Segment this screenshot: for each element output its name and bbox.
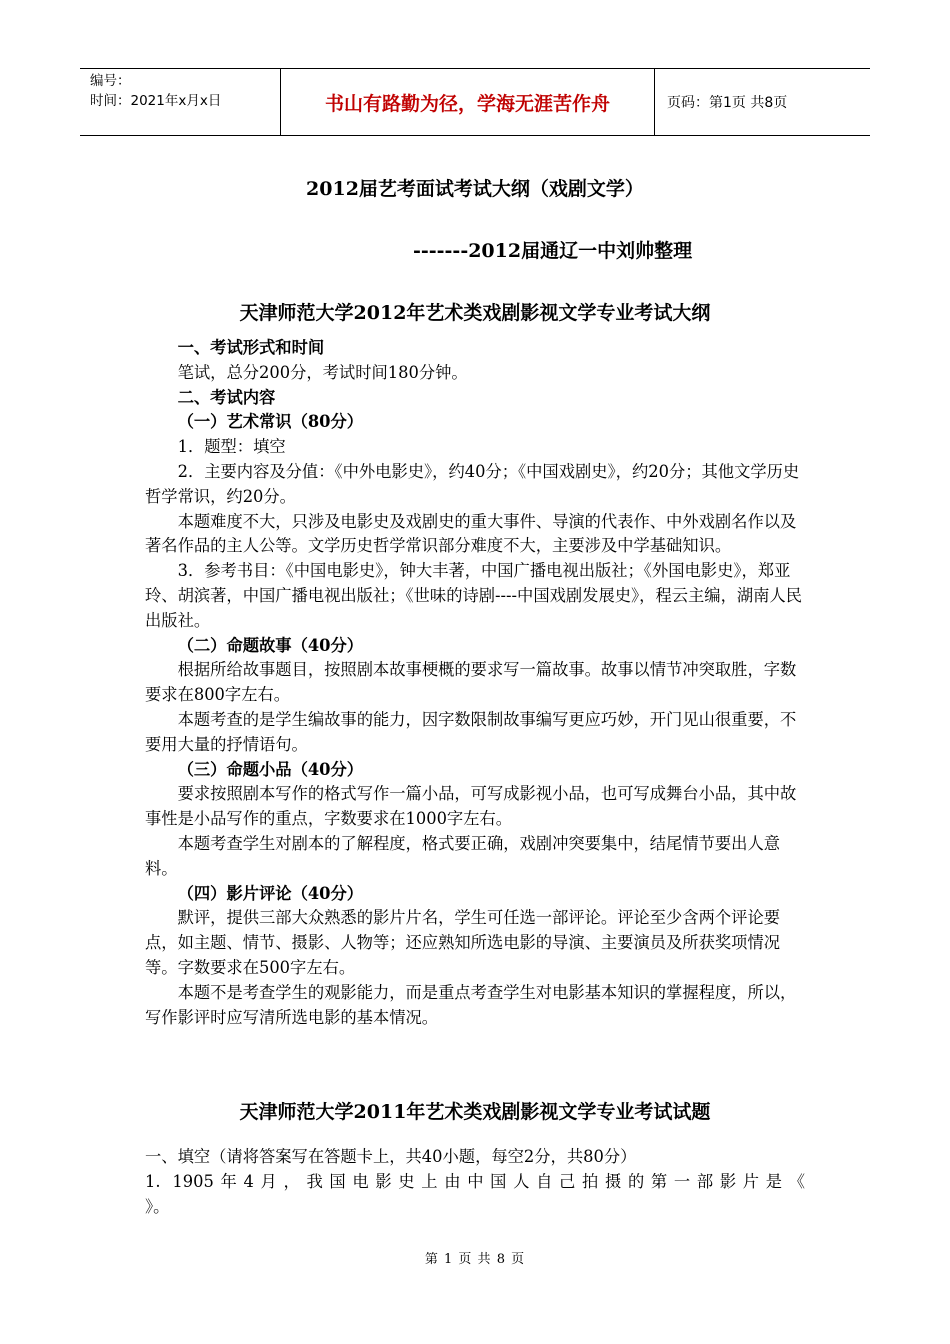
section1-body <box>145 336 805 1030</box>
subheading-art-knowledge: （一）艺术常识（80分） <box>177 412 364 432</box>
paragraph: 本题难度不大，只涉及电影史及戏剧史的重大事件、导演的代表作、中外戏剧名作以及著名作品的主人公等。文学历史哲学常识部分难度不大，主要涉及中学基础知识。 <box>145 511 797 556</box>
document-title: 2012届艺考面试考试大纲（戏剧文学） <box>306 178 644 200</box>
paragraph: 一、填空（请将答案写在答题卡上，共40小题，每空2分，共80分） <box>145 1147 637 1166</box>
page-footer: 第 1 页 共 8 页 <box>424 1252 526 1267</box>
question-1-line2: 》。 <box>145 1196 170 1216</box>
date-label: 时间：2021年x月x日 <box>90 93 222 109</box>
header-motto: 书山有路勤为径，学海无涯苦作舟 <box>281 69 655 135</box>
section2-title: 天津师范大学2011年艺术类戏剧影视文学专业考试试题 <box>239 1101 711 1123</box>
paragraph: 1．题型：填空 <box>177 437 286 457</box>
subheading-film-review: （四）影片评论（40分） <box>177 883 364 903</box>
paragraph: 本题考查学生对剧本的了解程度，格式要正确，戏剧冲突要集中，结尾情节要出人意料。 <box>145 833 781 878</box>
paragraph: 默评，提供三部大众熟悉的影片片名，学生可任选一部评论。评论至少含两个评论要点，如主题、情节、摄影、人物等；还应熟知所选电影的导演、主要演员及所获奖项情况等。字数要求在500字左右。 <box>145 908 781 977</box>
section2-body <box>145 1145 805 1219</box>
heading-exam-format: 一、考试形式和时间 <box>177 338 325 357</box>
subheading-sketch: （三）命题小品（40分） <box>177 759 364 779</box>
compiler-line: -------2012届通辽一中刘帅整理 <box>413 240 693 262</box>
header-table <box>80 68 870 136</box>
paragraph: 本题考查的是学生编故事的能力，因字数限制故事编写更应巧妙，开门见山很重要，不要用大量的抒情语句。 <box>145 709 797 754</box>
subheading-story: （二）命题故事（40分） <box>177 635 364 655</box>
paragraph: 要求按照剧本写作的格式写作一篇小品，可写成影视小品，也可写成舞台小品，其中故事性是小品写作的重点，字数要求在1000字左右。 <box>145 784 797 829</box>
paragraph: 笔试，总分200分，考试时间180分钟。 <box>177 362 468 382</box>
heading-exam-content: 二、考试内容 <box>177 387 276 407</box>
section1-title: 天津师范大学2012年艺术类戏剧影视文学专业考试大纲 <box>239 302 711 324</box>
header-meta <box>80 69 281 135</box>
paragraph: 根据所给故事题目，按照剧本故事梗概的要求写一篇故事。故事以情节冲突取胜，字数要求在800字左右。 <box>145 660 797 705</box>
paragraph: 2．主要内容及分值：《中外电影史》，约40分；《中国戏剧史》，约20分；其他文学历史哲学常识，约20分。 <box>145 461 800 506</box>
header-page-label: 页码：第1页 共8页 <box>667 95 788 111</box>
paragraph: 3．参考书目：《中国电影史》，钟大丰著，中国广播电视出版社；《外国电影史》，郑亚玲、胡滨著，中国广播电视出版社；《世味的诗剧----中国戏剧发展史》，程云主编，湖南人民出版社。 <box>145 561 802 630</box>
number-label: 编号： <box>90 73 131 89</box>
question-1-line1: 1. 1905年4月，我国电影史上由中国人自己拍摄的第一部影片是《 <box>145 1171 805 1191</box>
paragraph: 本题不是考查学生的观影能力，而是重点考查学生对电影基本知识的掌握程度，所以，写作影评时应写清所选电影的基本情况。 <box>145 982 797 1027</box>
